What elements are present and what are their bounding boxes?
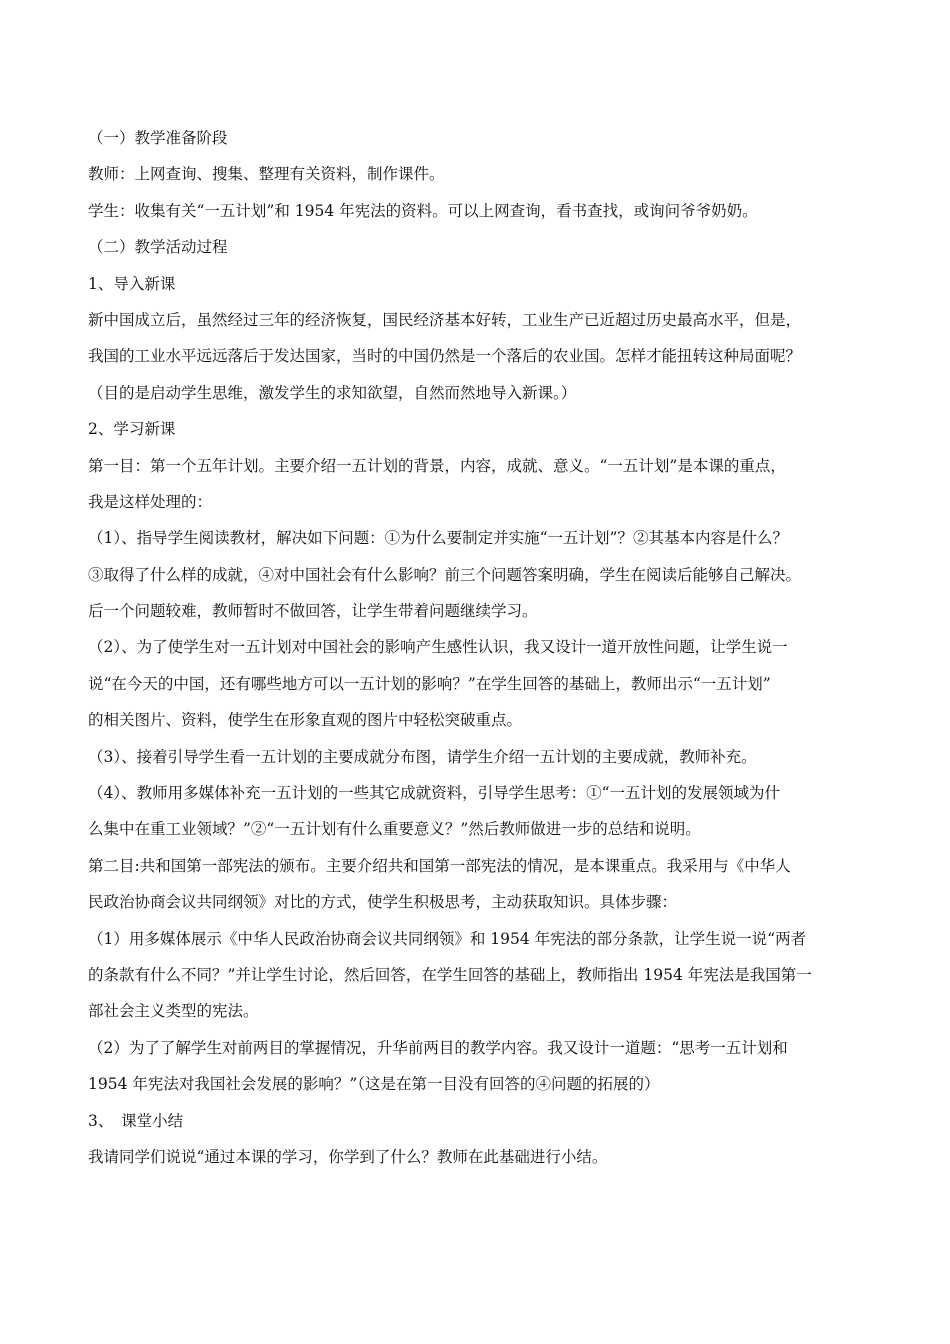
subheading-intro: 1、导入新课	[88, 274, 176, 293]
paragraph-line: （1）用多媒体展示《中华人民政治协商会议共同纲领》和 1954 年宪法的部分条款，让学生说一说“两者	[88, 929, 807, 948]
section-heading-activity: （二）教学活动过程	[88, 238, 228, 257]
paragraph-line: 我请同学们说说“通过本课的学习，你学到了什么？教师在此基础进行小结。	[88, 1147, 608, 1166]
paragraph-line: （2）、为了使学生对一五计划对中国社会的影响产生感性认识，我又设计一道开放性问题，让学生说一	[88, 638, 788, 657]
paragraph-line: 后一个问题较难，教师暂时不做回答，让学生带着问题继续学习。	[88, 602, 538, 621]
paragraph-line: 么集中在重工业领域？”②“一五计划有什么重要意义？”然后教师做进一步的总结和说明。	[88, 820, 701, 839]
paragraph-line: （目的是启动学生思维，激发学生的求知欲望，自然而然地导入新课。）	[88, 383, 577, 402]
subheading-new-lesson: 2、学习新课	[88, 420, 176, 439]
paragraph-line: （1）、指导学生阅读教材，解决如下问题：①为什么要制定并实施“一五计划”？②其基本内容是什么？	[88, 529, 788, 548]
paragraph-line: 我是这样处理的：	[88, 492, 213, 511]
paragraph-line: 第二目:共和国第一部宪法的颁布。主要介绍共和国第一部宪法的情况，是本课重点。我采用与《中华人	[88, 856, 791, 875]
paragraph-line: 的条款有什么不同？”并让学生讨论，然后回答，在学生回答的基础上，教师指出 1954 年宪法是我国第一	[88, 965, 812, 984]
paragraph-line: 的相关图片、资料，使学生在形象直观的图片中轻松突破重点。	[88, 711, 523, 730]
paragraph-line: 民政治协商会议共同纲领》对比的方式，使学生积极思考，主动获取知识。具体步骤：	[88, 893, 678, 912]
paragraph-line: 我国的工业水平远远落后于发达国家，当时的中国仍然是一个落后的农业国。怎样才能扭转这种局面呢？	[88, 347, 802, 366]
paragraph-line: （4）、教师用多媒体补充一五计划的一些其它成就资料，引导学生思考：①“一五计划的发展领域为什	[88, 784, 781, 803]
section-heading-preparation: （一）教学准备阶段	[88, 129, 228, 147]
paragraph-student-prep: 学生：收集有关“一五计划”和 1954 年宪法的资料。可以上网查询，看书查找，或询问爷爷奶奶。	[88, 201, 758, 220]
paragraph-line: 新中国成立后，虽然经过三年的经济恢复，国民经济基本好转，工业生产已近超过历史最高水平，但是，	[88, 310, 802, 329]
paragraph-line: 第一目：第一个五年计划。主要介绍一五计划的背景，内容，成就、意义。“一五计划”是本课的重点，	[88, 456, 786, 475]
paragraph-teacher-prep: 教师：上网查询、搜集、整理有关资料，制作课件。	[88, 165, 445, 184]
subheading-summary: 3、 课堂小结	[88, 1111, 184, 1130]
paragraph-line: 部社会主义类型的宪法。	[88, 1002, 259, 1021]
document-page	[88, 120, 874, 1175]
paragraph-line: 1954 年宪法对我国社会发展的影响？”（这是在第一目没有回答的④问题的拓展的）	[88, 1075, 660, 1094]
paragraph-line: ③取得了什么样的成就，④对中国社会有什么影响？前三个问题答案明确，学生在阅读后能够自己解决。	[88, 565, 802, 584]
paragraph-line: （2）为了了解学生对前两目的掌握情况，升华前两目的教学内容。我又设计一道题：“思考一五计划和	[88, 1038, 788, 1057]
paragraph-line: （3）、接着引导学生看一五计划的主要成就分布图，请学生介绍一五计划的主要成就，教师补充。	[88, 747, 757, 766]
paragraph-line: 说“在今天的中国，还有哪些地方可以一五计划的影响？”在学生回答的基础上，教师出示“一五计划”	[88, 674, 771, 693]
